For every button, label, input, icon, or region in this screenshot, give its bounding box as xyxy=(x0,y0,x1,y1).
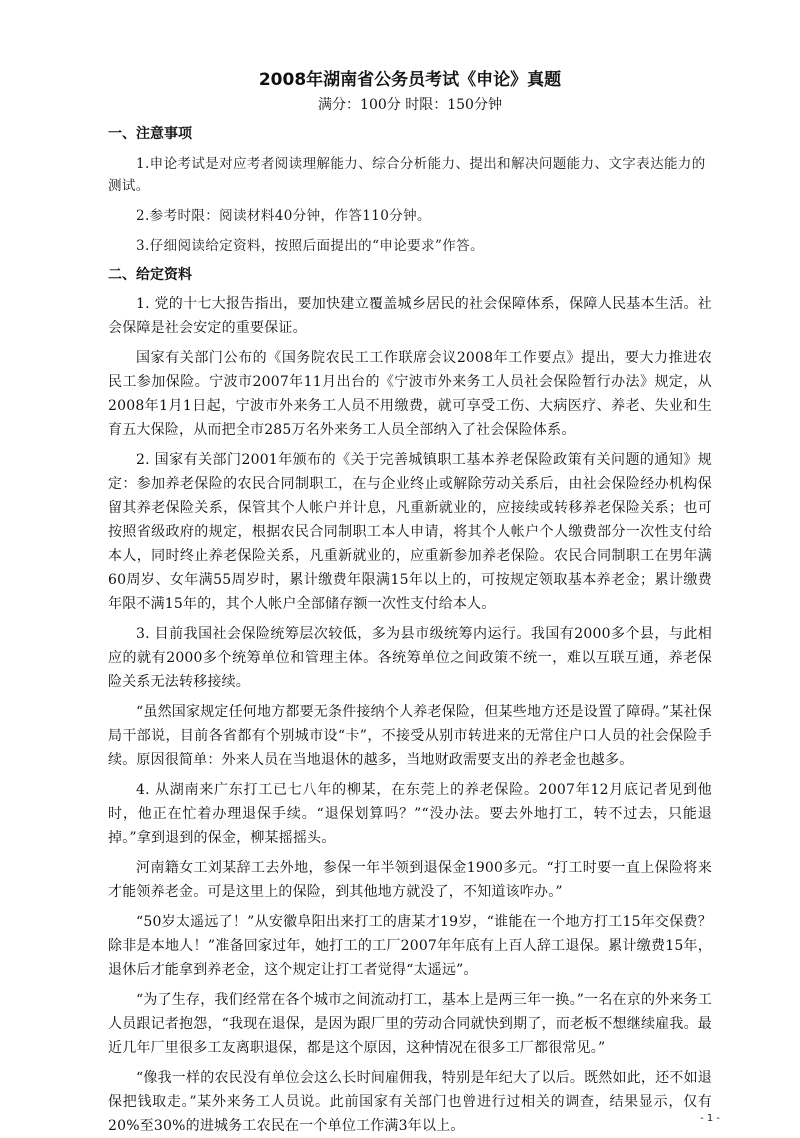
material-paragraph: “虽然国家规定任何地方都要无条件接纳个人养老保险，但某些地方还是设置了障碍。”某社保局干部说，目前各省都有个别城市设“卡”，不接受从别市转进来的无常住户口人员的社会保险手续。原因很简单：外来人员在当地退休的越多，当地财政需要支出的养老金也越多。 xyxy=(108,704,712,768)
material-paragraph: “50岁太遥远了！”从安徽阜阳出来打工的唐某才19岁，“谁能在一个地方打工15年交保费？除非是本地人！”准备回家过年，她打工的工厂2007年年底有上百人辞工退保。累计缴费15年，退休后才能拿到养老金，这个规定让打工者觉得“太遥远”。 xyxy=(108,914,712,978)
material-paragraph: 2. 国家有关部门2001年颁布的《关于完善城镇职工基本养老保险政策有关问题的通知》规定：参加养老保险的农民合同制职工，在与企业终止或解除劳动关系后，由社会保险经办机构保留其养老保险关系，保管其个人帐户并计息，凡重新就业的，应接续或转移养老保险关系；也可按照省级政府的规定，根据农民合同制职工本人申请，将其个人帐户个人缴费部分一次性支付给本人，同时终止养老保险关系，凡重新就业的，应重新参加养老保险。农民合同制职工在男年满60周岁、女年满55周岁时，累计缴费年限满15年以上的，可按规定领取基本养老金；累计缴费年限不满15年的，其个人帐户全部储存额一次性支付给本人。 xyxy=(108,452,712,612)
material-paragraph: 国家有关部门公布的《国务院农民工工作联席会议2008年工作要点》提出，要大力推进农民工参加保险。宁波市2007年11月出台的《宁波市外来务工人员社会保险暂行办法》规定，从2008年1月1日起，宁波市外来务工人员不用缴费，就可享受工伤、大病医疗、养老、失业和生育五大保险，从而把全市285万名外来务工人员全部纳入了社会保险体系。 xyxy=(108,350,712,438)
section-heading-notes: 一、注意事项 xyxy=(108,126,192,142)
notes-item: 2.参考时限：阅读材料40分钟，作答110分钟。 xyxy=(136,208,431,224)
material-paragraph: 3. 目前我国社会保险统筹层次较低，多为县市级统筹内运行。我国有2000多个县，与此相应的就有2000多个统筹单位和管理主体。各统筹单位之间政策不统一，难以互联互通，养老保险关系无法转移接续。 xyxy=(108,626,712,690)
document-title: 2008年湖南省公务员考试《申论》真题 xyxy=(258,70,562,90)
material-paragraph: 1. 党的十七大报告指出，要加快建立覆盖城乡居民的社会保障体系，保障人民基本生活。社会保障是社会安定的重要保证。 xyxy=(108,296,712,336)
material-paragraph: 河南籍女工刘某辞工去外地，参保一年半领到退保金1900多元。“打工时要一直上保险将来才能领养老金。可是这里上的保险，到其他地方就没了，不知道该咋办。” xyxy=(108,860,712,900)
material-paragraph: “像我一样的农民没有单位会这么长时间雇佣我，特别是年纪大了以后。既然如此，还不如退保把钱取走。”某外来务工人员说。此前国家有关部门也曾进行过相关的调查，结果显示，仅有20%至30%的进城务工农民在一个单位工作满3年以上。 xyxy=(108,1070,712,1134)
material-paragraph: “为了生存，我们经常在各个城市之间流动打工，基本上是两三年一换。”一名在京的外来务工人员跟记者抱怨，“我现在退保，是因为跟厂里的劳动合同就快到期了，而老板不想继续雇我。最近几年厂里很多工友离职退保，都是这个原因，这种情况在很多工厂都很常见。” xyxy=(108,992,712,1056)
page-number: - 1 - xyxy=(700,1113,720,1124)
notes-item: 1.申论考试是对应考者阅读理解能力、综合分析能力、提出和解决问题能力、文字表达能力的测试。 xyxy=(108,156,706,194)
material-paragraph: 4. 从湖南来广东打工已七八年的柳某，在东莞上的养老保险。2007年12月底记者见到他时，他正在忙着办理退保手续。“退保划算吗？”“没办法。要去外地打工，转不过去，只能退掉。”拿到退到的保金，柳某摇摇头。 xyxy=(108,782,712,846)
section-heading-materials: 二、给定资料 xyxy=(108,267,192,283)
document-subtitle: 满分：100分 时限：150分钟 xyxy=(318,97,502,113)
notes-item: 3.仔细阅读给定资料，按照后面提出的“申论要求”作答。 xyxy=(136,238,484,254)
